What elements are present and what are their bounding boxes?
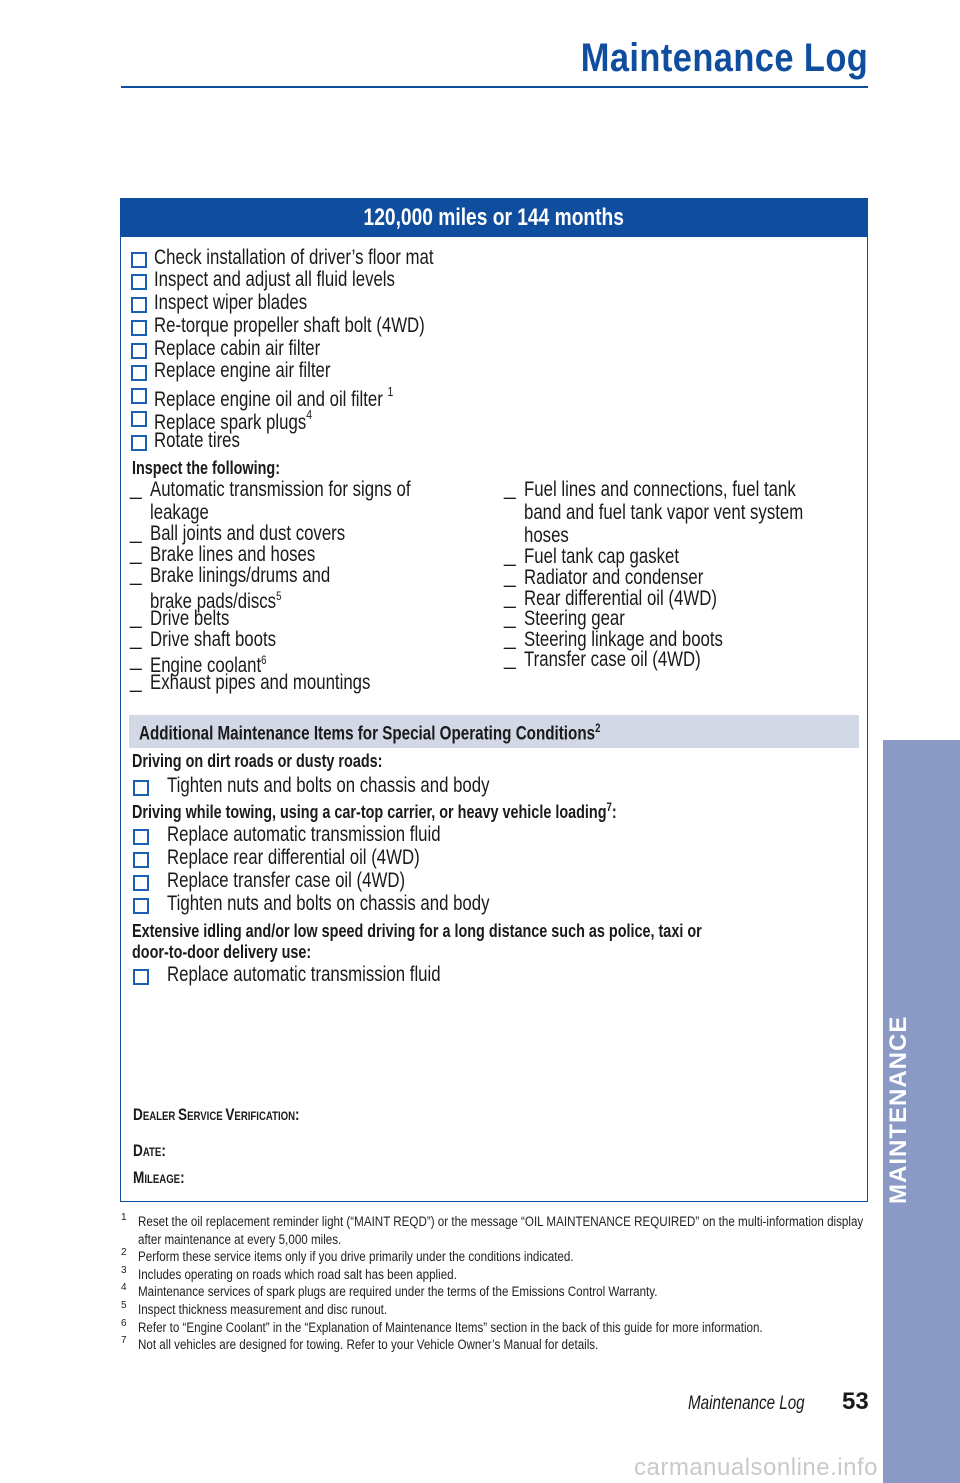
- page-title: Maintenance Log: [580, 36, 868, 80]
- condition-item-text: Tighten nuts and bolts on chassis and body: [167, 774, 490, 797]
- footnote-number: 5: [121, 1299, 127, 1311]
- idling-heading-line1: Extensive idling and/or low speed driving for a long distance such as police, taxi or: [132, 921, 702, 941]
- mileage-label: MILEAGE:: [133, 1168, 185, 1187]
- inspect-item-text: Radiator and condenser: [524, 566, 704, 589]
- footnote-ref: 6: [261, 653, 267, 667]
- inspect-item-text: Fuel lines and connections, fuel tank: [524, 478, 796, 501]
- footnote-text: Includes operating on roads which road salt has been applied.: [138, 1266, 457, 1282]
- checklist-item-text: Replace engine oil and oil filter $^1$: [154, 384, 394, 411]
- checkbox[interactable]: [131, 435, 147, 451]
- bullet-dash: _: [504, 565, 516, 588]
- bullet-dash: _: [130, 477, 142, 500]
- inspect-item-text: Exhaust pipes and mountings: [150, 671, 371, 694]
- inspect-item-line: [524, 608, 650, 629]
- bullet-dash: _: [504, 647, 516, 670]
- inspect-item-text: Brake linings/drums and: [150, 564, 331, 587]
- checkbox[interactable]: [131, 365, 147, 381]
- checkbox[interactable]: [131, 343, 147, 359]
- additional-band: [129, 715, 859, 748]
- footnote: [121, 1301, 869, 1319]
- checklist-item-text: Inspect wiper blades: [154, 291, 308, 314]
- condition-item: [167, 870, 465, 892]
- footnote-number: 3: [121, 1264, 127, 1276]
- checklist-item: [154, 292, 345, 314]
- inspect-item-text: Drive shaft boots: [150, 628, 277, 651]
- bullet-dash: _: [504, 477, 516, 500]
- inspect-heading: Inspect the following:: [132, 458, 280, 478]
- checklist-item: [154, 338, 362, 360]
- maintenance-box: [120, 198, 868, 1202]
- bullet-dash: _: [504, 544, 516, 567]
- checkbox[interactable]: [133, 780, 149, 796]
- footnote-number: 6: [121, 1317, 127, 1329]
- inspect-item-line: [150, 629, 308, 650]
- inspect-item-line: [524, 588, 765, 609]
- side-tab-label: MAINTENANCE: [885, 1015, 912, 1205]
- checklist-item-text: Rotate tires: [154, 429, 240, 452]
- inspect-item-line: [524, 649, 745, 670]
- inspect-item-line: [150, 544, 357, 565]
- footnote: [121, 1336, 869, 1354]
- checklist-item: [154, 315, 492, 337]
- footnote-text: Perform these service items only if you drive primarily under the conditions indicated.: [138, 1249, 574, 1265]
- bullet-dash: _: [130, 648, 142, 671]
- inspect-item-text: leakage: [150, 501, 209, 524]
- condition-item: [167, 847, 483, 869]
- checklist-item-text: Replace engine air filter: [154, 359, 331, 382]
- checklist-item: [154, 269, 455, 291]
- checkbox[interactable]: [133, 829, 149, 845]
- footnote: [121, 1266, 869, 1284]
- inspect-item-text: hoses: [524, 524, 569, 547]
- bullet-dash: _: [130, 521, 142, 544]
- bullet-dash: _: [504, 586, 516, 609]
- checkbox[interactable]: [131, 274, 147, 290]
- inspect-item-line: [150, 608, 249, 629]
- inspect-item-text: band and fuel tank vapor vent system: [524, 501, 804, 524]
- footnote: [121, 1248, 869, 1266]
- checklist-item: [154, 247, 503, 269]
- bullet-dash: _: [130, 542, 142, 565]
- condition-item-text: Replace rear differential oil (4WD): [167, 846, 420, 869]
- inspect-item-text: Engine coolant$^6$: [150, 653, 267, 677]
- condition-item: [167, 824, 509, 846]
- footnote-number: 7: [121, 1335, 127, 1347]
- inspect-item-line: [524, 629, 773, 650]
- inspect-item-text: Steering linkage and boots: [524, 628, 723, 651]
- checkbox[interactable]: [133, 898, 149, 914]
- condition-item: [167, 893, 570, 915]
- bullet-dash: _: [504, 627, 516, 650]
- checkbox[interactable]: [133, 969, 149, 985]
- checkbox[interactable]: [131, 388, 147, 404]
- condition-item: [167, 964, 509, 986]
- condition-item-text: Replace automatic transmission fluid: [167, 823, 441, 846]
- condition-item-text: Replace automatic transmission fluid: [167, 963, 441, 986]
- footnote-ref: 1: [387, 384, 394, 399]
- inspect-item-text: Drive belts: [150, 607, 230, 630]
- inspect-item-line: [150, 672, 426, 693]
- checklist-item-text: Inspect and adjust all fluid levels: [154, 268, 395, 291]
- checkbox[interactable]: [131, 252, 147, 268]
- inspect-item-text: Fuel tank cap gasket: [524, 545, 680, 568]
- inspect-item-line: [524, 525, 580, 546]
- footnote: [121, 1213, 869, 1248]
- dealer-verification-label: DEALER SERVICE VERIFICATION:: [133, 1105, 300, 1124]
- additional-heading: Additional Maintenance Items for Special Operating Conditions$^2$: [139, 721, 601, 745]
- inspect-item-text: Transfer case oil (4WD): [524, 648, 701, 671]
- inspect-item-line: [524, 502, 873, 523]
- interval-header: 120,000 miles or 144 months: [121, 199, 867, 237]
- title-rule: [121, 86, 868, 88]
- watermark: carmanualsonline.info: [634, 1454, 878, 1481]
- footnote-number: 4: [121, 1282, 127, 1294]
- checkbox[interactable]: [131, 297, 147, 313]
- footnote-text: Reset the oil replacement reminder light (“MAINT REQD”) or the message “OIL MAINTENANCE REQUIRED” on the multi-information display after maintenance at every 5,000 miles.: [138, 1214, 864, 1247]
- checklist-item-text: Check installation of driver’s floor mat: [154, 246, 434, 269]
- bullet-dash: _: [130, 563, 142, 586]
- bullet-dash: _: [130, 670, 142, 693]
- inspect-item-line: [150, 479, 476, 500]
- condition-item-text: Replace transfer case oil (4WD): [167, 869, 406, 892]
- inspect-item-text: brake pads/discs$^5$: [150, 589, 282, 613]
- inspect-item-line: [524, 546, 718, 567]
- checklist-item: [154, 360, 375, 382]
- inspect-item-text: Automatic transmission for signs of: [150, 478, 411, 501]
- checkbox[interactable]: [131, 320, 147, 336]
- checkbox[interactable]: [133, 852, 149, 868]
- condition-item-text: Tighten nuts and bolts on chassis and body: [167, 892, 490, 915]
- bullet-dash: _: [504, 606, 516, 629]
- checkbox[interactable]: [133, 875, 149, 891]
- checkbox[interactable]: [131, 411, 147, 427]
- footnote-ref: 4: [306, 407, 313, 422]
- footnote-text: Maintenance services of spark plugs are required under the terms of the Emissions Control Warranty.: [138, 1284, 658, 1300]
- inspect-item-line: [524, 479, 864, 500]
- page-number: 53: [842, 1388, 869, 1415]
- footnote-text: Not all vehicles are designed for towing. Refer to your Vehicle Owner’s Manual for details.: [138, 1337, 599, 1353]
- idling-heading-line2: door-to-door delivery use:: [132, 942, 312, 962]
- footnote-text: Inspect thickness measurement and disc runout.: [138, 1301, 388, 1317]
- footnote: [121, 1319, 869, 1337]
- inspect-item-text: Steering gear: [524, 607, 625, 630]
- footnote-number: 1: [121, 1212, 127, 1223]
- inspect-item-text: Rear differential oil (4WD): [524, 587, 717, 610]
- checklist-item-text: Replace spark plugs$^4$: [154, 407, 313, 434]
- inspect-item-text: Brake lines and hoses: [150, 543, 316, 566]
- dirt-heading: Driving on dirt roads or dusty roads:: [132, 751, 383, 771]
- inspect-item-text: Ball joints and dust covers: [150, 522, 346, 545]
- checklist-item-text: Re-torque propeller shaft bolt (4WD): [154, 314, 425, 337]
- footnote-number: 2: [121, 1247, 127, 1259]
- condition-item: [167, 775, 570, 797]
- towing-heading: Driving while towing, using a car-top carrier, or heavy vehicle loading$^7$:: [132, 800, 617, 822]
- inspect-item-line: [150, 502, 224, 523]
- footnotes: [121, 1213, 869, 1354]
- bullet-dash: _: [130, 606, 142, 629]
- footnote-ref: 5: [276, 589, 282, 603]
- checklist-item-text: Replace cabin air filter: [154, 337, 321, 360]
- inspect-item-line: [524, 567, 748, 588]
- inspect-item-line: [150, 565, 375, 586]
- bullet-dash: _: [130, 627, 142, 650]
- inspect-item-line: [150, 523, 394, 544]
- footnote-text: Refer to “Engine Coolant” in the “Explanation of Maintenance Items” section in the back of this guide for more information.: [138, 1319, 763, 1335]
- checklist-item: [154, 430, 261, 452]
- footnote: [121, 1283, 869, 1301]
- date-label: DATE:: [133, 1141, 166, 1160]
- footer-section-name: Maintenance Log: [688, 1393, 805, 1414]
